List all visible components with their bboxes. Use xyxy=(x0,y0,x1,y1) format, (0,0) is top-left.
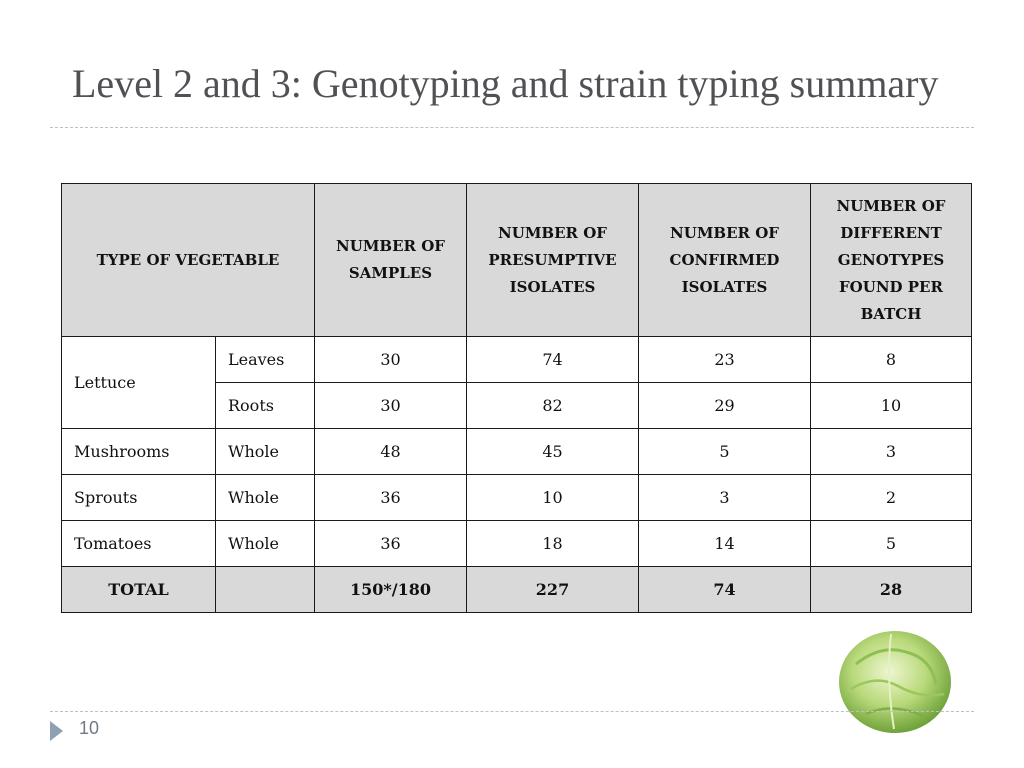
part-cell: Roots xyxy=(216,383,315,429)
samples-cell: 36 xyxy=(315,475,467,521)
table-header-row xyxy=(62,184,972,337)
footer-divider xyxy=(50,711,974,712)
header-different-genotypes: NUMBER OF DIFFERENT GENOTYPES FOUND PER BATCH xyxy=(811,184,972,337)
total-row xyxy=(62,567,972,613)
presumptive-cell: 10 xyxy=(467,475,639,521)
total-label-cell: TOTAL xyxy=(62,567,216,613)
header-type-of-vegetable: TYPE OF VEGETABLE xyxy=(62,184,315,337)
table-row xyxy=(62,429,972,475)
page-number: 10 xyxy=(79,718,100,738)
header-presumptive-isolates: NUMBER OF PRESUMPTIVE ISOLATES xyxy=(467,184,639,337)
presumptive-cell: 45 xyxy=(467,429,639,475)
genotypes-cell: 5 xyxy=(811,521,972,567)
vegetable-cell: Sprouts xyxy=(62,475,216,521)
confirmed-cell: 29 xyxy=(639,383,811,429)
part-cell: Whole xyxy=(216,475,315,521)
lettuce-image xyxy=(836,624,954,736)
total-genotypes-cell: 28 xyxy=(811,567,972,613)
vegetable-cell: Mushrooms xyxy=(62,429,216,475)
header-confirmed-isolates: NUMBER OF CONFIRMED ISOLATES xyxy=(639,184,811,337)
presumptive-cell: 74 xyxy=(467,337,639,383)
title-divider xyxy=(50,127,974,128)
vegetable-cell: Lettuce xyxy=(62,337,216,429)
part-cell: Whole xyxy=(216,429,315,475)
genotypes-cell: 10 xyxy=(811,383,972,429)
samples-cell: 36 xyxy=(315,521,467,567)
part-cell: Leaves xyxy=(216,337,315,383)
header-number-of-samples: NUMBER OF SAMPLES xyxy=(315,184,467,337)
confirmed-cell: 23 xyxy=(639,337,811,383)
confirmed-cell: 14 xyxy=(639,521,811,567)
slide-title: Level 2 and 3: Genotyping and strain typing summary xyxy=(72,61,939,106)
total-samples-cell: 150*/180 xyxy=(315,567,467,613)
table-row xyxy=(62,337,972,383)
presumptive-cell: 18 xyxy=(467,521,639,567)
genotypes-cell: 2 xyxy=(811,475,972,521)
table-row xyxy=(62,475,972,521)
genotypes-cell: 3 xyxy=(811,429,972,475)
confirmed-cell: 3 xyxy=(639,475,811,521)
total-presumptive-cell: 227 xyxy=(467,567,639,613)
confirmed-cell: 5 xyxy=(639,429,811,475)
table-row xyxy=(62,521,972,567)
samples-cell: 48 xyxy=(315,429,467,475)
presumptive-cell: 82 xyxy=(467,383,639,429)
total-confirmed-cell: 74 xyxy=(639,567,811,613)
slide-marker-icon xyxy=(50,721,63,741)
samples-cell: 30 xyxy=(315,337,467,383)
part-cell: Whole xyxy=(216,521,315,567)
vegetable-cell: Tomatoes xyxy=(62,521,216,567)
total-part-cell xyxy=(216,567,315,613)
genotyping-summary-table xyxy=(61,183,972,613)
genotypes-cell: 8 xyxy=(811,337,972,383)
samples-cell: 30 xyxy=(315,383,467,429)
